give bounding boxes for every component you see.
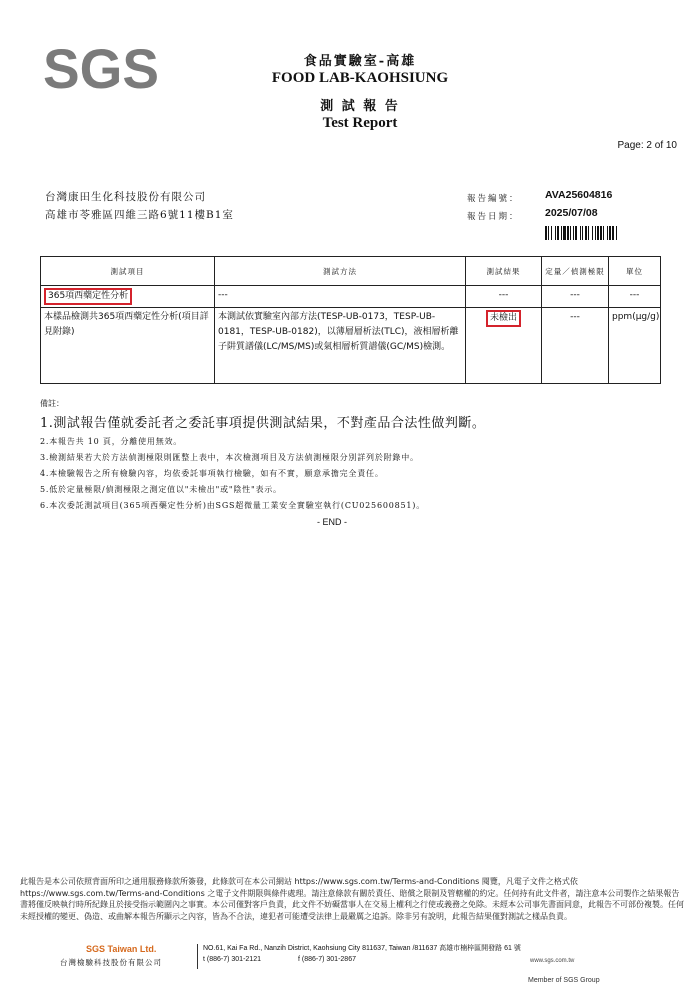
cell-limit: ---	[542, 286, 609, 308]
footer-member: Member of SGS Group	[528, 977, 600, 984]
header-detection-limit: 定量／偵測極限	[542, 257, 609, 286]
cell-method: ---	[215, 286, 466, 308]
report-title-zh: 測 試 報 告	[320, 99, 400, 114]
report-number-label: 報告編號：	[467, 194, 520, 204]
customer-address: 高雄市苓雅區四維三路6號11樓B1室	[45, 209, 234, 221]
footer-website: www.sgs.com.tw	[530, 958, 575, 964]
page-indicator: Page: 2 of 10	[617, 140, 677, 151]
footer-company-en: SGS Taiwan Ltd.	[86, 944, 157, 954]
footer-company-zh: 台灣檢驗科技股份有限公司	[60, 958, 162, 967]
customer-name: 台灣康田生化科技股份有限公司	[45, 191, 206, 203]
cell-result	[466, 308, 542, 384]
end-marker: - END -	[317, 517, 347, 527]
cell-result: ---	[466, 286, 542, 308]
notes-label: 備註：	[40, 399, 64, 408]
report-title-en: Test Report	[322, 115, 398, 131]
lab-title-en: FOOD LAB-KAOHSIUNG	[271, 70, 449, 86]
note-item: 5.低於定量極限/偵測極限之測定值以"未檢出"或"陰性"表示。	[40, 485, 282, 494]
cell-item: 本樣品檢測共365項西藥定性分析(項目詳見附錄)	[41, 308, 215, 384]
report-date-label: 報告日期：	[467, 212, 520, 222]
cell-unit: ppm(μg/g)	[609, 308, 661, 384]
header-unit: 單位	[609, 257, 661, 286]
header-test-method: 測試方法	[215, 257, 466, 286]
results-table	[40, 256, 661, 384]
highlighted-item-name: 365項西藥定性分析	[44, 288, 132, 305]
table-header-row	[41, 257, 661, 286]
footer-disclaimer: 此報告是本公司依照背面所印之通用服務條款所簽發，此條款可在本公司網站 https://www.sgs.com.tw/Terms-and-Conditions 閱覽，凡電子文件之格式依 https://www.sgs.com.tw/Terms-and-Conditions 之電子文件期限與條件處理。請注意條款有關於責任、賠償之限制及管轄權的約定。任何持有此文件者，請注意本公司製作之結果報告書將僅反映執行時所紀錄且於接受指示範圍內之事實。本公司僅對客戶負責，此文件不妨礙當事人在交易上權利之行使或義務之免除。未經本公司事先書面同意，此報告不可部份複製。任何未經授權的變更、偽造、或曲解本報告所顯示之內容，皆為不合法，違犯者可能遭受法律上最嚴厲之追訴。除非另有說明，此報告結果僅對測試之樣品負責。	[20, 877, 684, 921]
svg-text:SGS: SGS	[43, 44, 159, 90]
footer-telephone: t (886-7) 301-2121	[203, 956, 261, 963]
note-item: 6.本次委託測試項目(365項西藥定性分析)由SGS超微量工業安全實驗室執行(CU025600851)。	[40, 501, 426, 510]
barcode-image	[545, 226, 655, 240]
table-row	[41, 286, 661, 308]
note-item: 3.檢測結果若大於方法偵測極限則匯整上表中，本次檢測項目及方法偵測極限分別詳列於附錄中。	[40, 453, 419, 462]
note-item: 4.本檢驗報告之所有檢驗內容，均依委託事項執行檢驗，如有不實，願意承擔完全責任。	[40, 469, 384, 478]
report-number: AVA25604816	[545, 189, 613, 201]
header-test-item: 測試項目	[41, 257, 215, 286]
lab-title-zh: 食品實驗室-高雄	[303, 54, 417, 69]
cell-method: 本測試依實驗室內部方法(TESP-UB-0173，TESP-UB-0181，TESP-UB-0182)，以薄層層析法(TLC)，液相層析離子阱質譜儀(LC/MS/MS)或氣相層析質譜儀(GC/MS)檢測。	[215, 308, 466, 384]
footer-fax: f (886-7) 301-2867	[298, 956, 356, 963]
cell-unit: ---	[609, 286, 661, 308]
cell-item	[41, 286, 215, 308]
header-test-result: 測試結果	[466, 257, 542, 286]
report-date: 2025/07/08	[545, 207, 598, 219]
table-row	[41, 308, 661, 384]
cell-limit: ---	[542, 308, 609, 384]
highlighted-result: 未檢出	[486, 310, 521, 327]
footer-address: NO.61, Kai Fa Rd., Nanzih District, Kaohsiung City 811637, Taiwan /811637 高雄市楠梓區開發路 61 號	[203, 945, 521, 952]
note-item: 2.本報告共 10 頁，分離使用無效。	[40, 437, 183, 446]
footer-divider	[197, 944, 198, 969]
note-item: 1.測試報告僅就委託者之委託事項提供測試結果，不對產品合法性做判斷。	[40, 416, 486, 431]
sgs-logo	[43, 44, 159, 90]
